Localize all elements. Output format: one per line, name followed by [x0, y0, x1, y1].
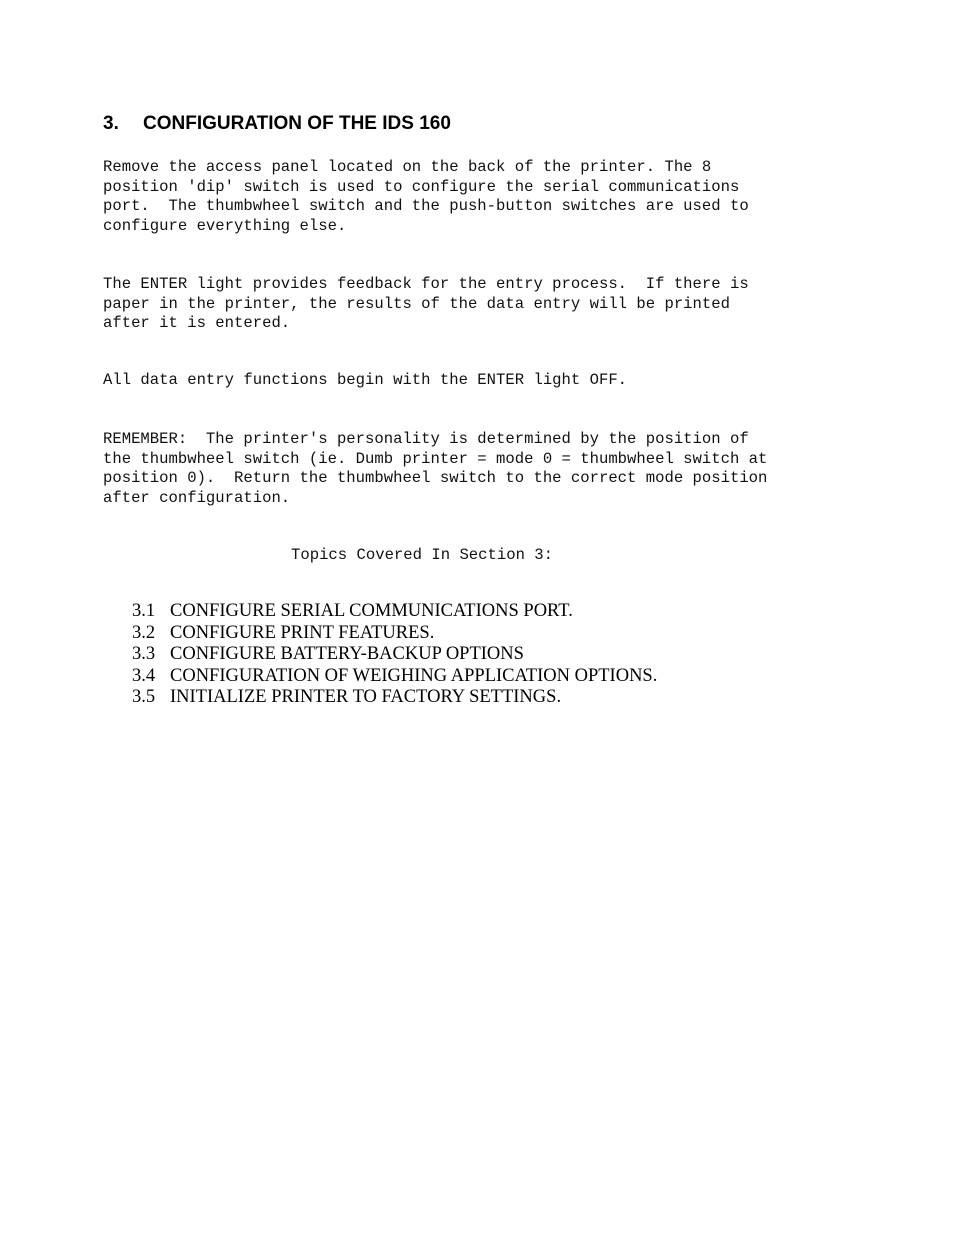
topic-label: CONFIGURE SERIAL COMMUNICATIONS PORT.	[170, 601, 573, 621]
topic-item	[132, 687, 657, 709]
section-heading	[103, 112, 451, 136]
topic-label: CONFIGURATION OF WEIGHING APPLICATION OPTIONS.	[170, 665, 658, 686]
topic-item	[132, 644, 657, 666]
section-title: CONFIGURATION OF THE IDS 160	[143, 113, 451, 134]
topic-number: 3.4	[132, 665, 156, 686]
paragraph-data-entry: All data entry functions begin with the ENTER light OFF.	[103, 371, 628, 389]
topic-label: INITIALIZE PRINTER TO FACTORY SETTINGS.	[170, 687, 562, 707]
section-number: 3.	[103, 113, 119, 134]
paragraph-access-panel: Remove the access panel located on the back of the printer. The 8 position 'dip' switch is used to configure the serial communications port. The thumbwheel switch and the push-button switches are used to configure everything else.	[103, 158, 749, 235]
topic-item	[132, 623, 657, 645]
topics-list	[132, 601, 657, 709]
topics-title: Topics Covered In Section 3:	[291, 546, 554, 564]
paragraph-enter-light: The ENTER light provides feedback for the entry process. If there is paper in the printer, the results of the data entry will be printed after it is entered.	[103, 275, 749, 332]
topic-item	[132, 601, 657, 623]
paragraph-remember: REMEMBER: The printer's personality is determined by the position of the thumbwheel switch (ie. Dumb printer = mode 0 = thumbwheel switch at position 0). Return the thumbwheel switch to the correct mode position after configuration.	[103, 430, 768, 507]
topic-item	[132, 666, 657, 688]
topic-number: 3.5	[132, 687, 156, 707]
topic-number: 3.2	[132, 622, 156, 643]
topic-number: 3.3	[132, 644, 156, 664]
topic-label: CONFIGURE BATTERY-BACKUP OPTIONS	[170, 644, 524, 664]
topic-label: CONFIGURE PRINT FEATURES.	[170, 622, 435, 643]
topic-number: 3.1	[132, 601, 156, 621]
